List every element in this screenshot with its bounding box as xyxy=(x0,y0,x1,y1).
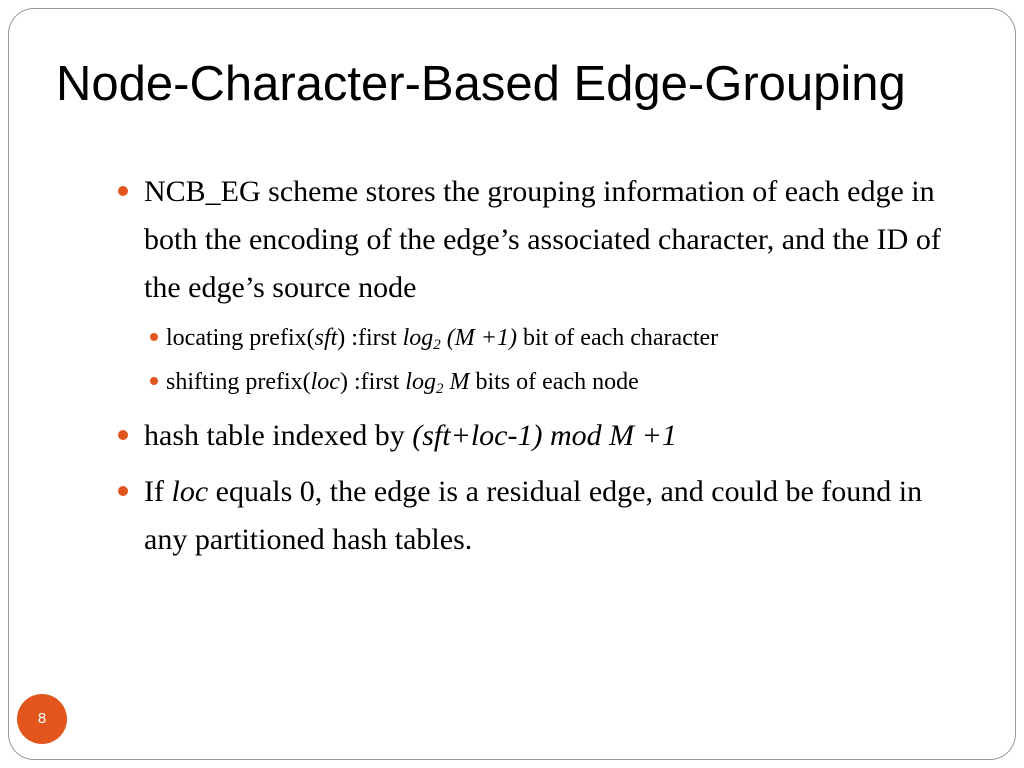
sub-bullet-post: bits of each node xyxy=(469,369,639,395)
bullet-list xyxy=(118,168,948,572)
sub-bullet-dot-icon xyxy=(150,333,158,341)
sub-bullet-list xyxy=(144,316,948,404)
bullet-hash-table xyxy=(118,412,948,460)
bullet-dot-icon xyxy=(118,186,128,196)
hash-formula: (sft+loc-1) mod M +1 xyxy=(412,419,677,452)
page-number-badge: 8 xyxy=(17,694,67,744)
bullet-text: NCB_EG scheme stores the grouping information of each edge in both the encoding of the edge’s associated character, and the ID of the edge’s source node xyxy=(144,175,941,304)
sub-bullet-pre: shifting prefix( xyxy=(166,369,311,395)
sub-bullet-locating-prefix xyxy=(144,316,948,360)
bullet-dot-icon xyxy=(118,430,128,440)
log-argument: (M +1) xyxy=(440,325,517,351)
log-base: 2 xyxy=(435,381,444,397)
log-symbol: log xyxy=(402,325,434,351)
bullet-dot-icon xyxy=(118,486,128,496)
bullet-text: hash table indexed by xyxy=(144,419,413,452)
log-symbol: log xyxy=(405,369,436,395)
bullet-text-pre: If xyxy=(144,475,172,508)
sub-bullet-var: sft xyxy=(314,325,338,351)
sub-bullet-shifting-prefix xyxy=(144,360,948,404)
bullet-text-post: equals 0, the edge is a residual edge, and could be found in any partitioned hash tables. xyxy=(144,475,923,556)
slide-title: Node-Character-Based Edge-Grouping xyxy=(56,57,906,111)
sub-bullet-dot-icon xyxy=(150,377,158,385)
sub-bullet-var: loc xyxy=(310,369,340,395)
sub-bullet-post: bit of each character xyxy=(516,325,719,351)
bullet-var: loc xyxy=(171,475,209,508)
sub-bullet-mid: ) :first xyxy=(337,325,403,351)
log-argument: M xyxy=(443,369,470,395)
bullet-ncb-eg xyxy=(118,168,948,404)
bullet-residual-edge xyxy=(118,468,948,564)
log-base: 2 xyxy=(433,337,441,353)
sub-bullet-pre: locating prefix( xyxy=(166,325,315,351)
sub-bullet-mid: ) :first xyxy=(339,369,406,395)
